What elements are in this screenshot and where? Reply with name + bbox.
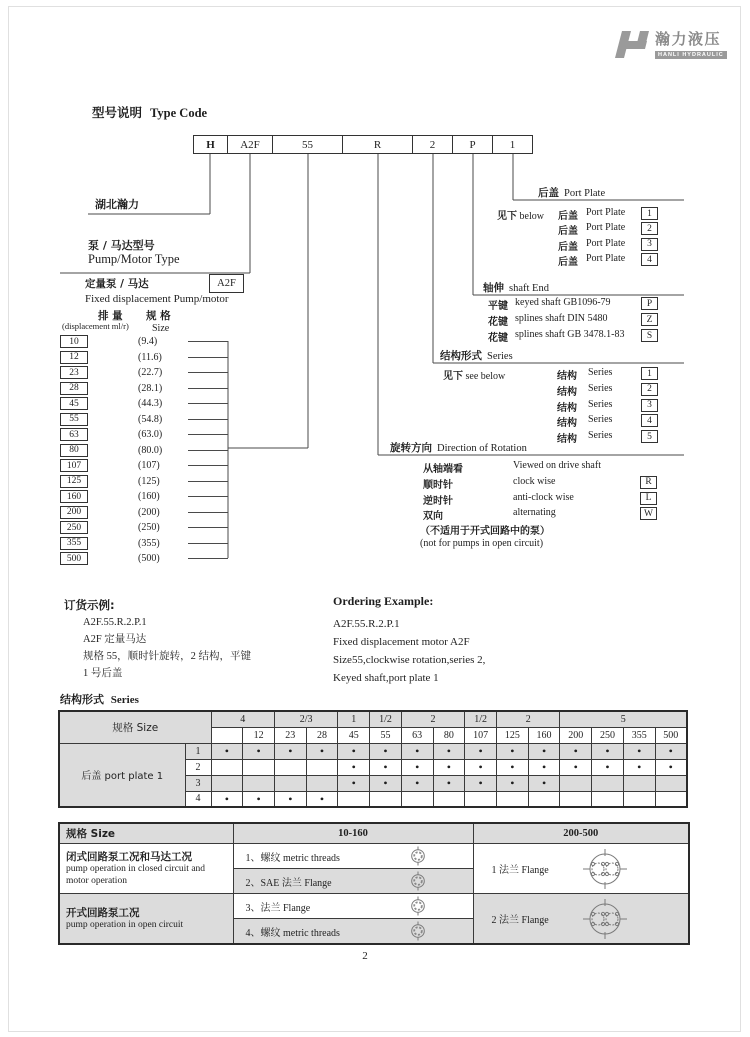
availability-dot-cell: •: [338, 759, 370, 775]
series-heading: [440, 348, 513, 363]
rotation-label-cn: 从轴端看: [423, 464, 463, 475]
availability-dot-cell: [465, 791, 497, 807]
operation-mode-label: 开式回路泵工况 pump operation in open circuit: [59, 894, 233, 945]
series-group-header: 5: [560, 711, 687, 727]
size-header-cell: 355: [623, 727, 655, 743]
see-below-note-en: see below: [463, 371, 506, 382]
port-plate-label-en: Port Plate: [586, 253, 626, 265]
availability-dot-cell: •: [560, 759, 592, 775]
availability-dot-cell: •: [465, 775, 497, 791]
displacement-size-box: 160: [60, 490, 88, 503]
displacement-value: (160): [138, 491, 160, 502]
series-availability-table: [58, 710, 688, 808]
shaft-label-en: splines shaft GB 3478.1-83: [515, 329, 625, 340]
availability-dot-cell: [306, 759, 338, 775]
flange-cell: [473, 844, 689, 894]
series-row-number: 4: [185, 791, 211, 807]
series-table-heading-en: Series: [110, 694, 139, 706]
displacement-row: [60, 396, 228, 411]
availability-dot-cell: [496, 791, 528, 807]
tick-line: [188, 543, 228, 544]
rotation-label-en: anti-clock wise: [513, 491, 574, 503]
series-label-cn: 结构: [557, 386, 577, 398]
shaft-end-heading-en: shaft End: [509, 283, 549, 294]
availability-dot-cell: •: [338, 775, 370, 791]
series-label-cn: 结构: [557, 371, 577, 382]
rotation-option-row: [423, 460, 668, 475]
shaft-label-cn: 花键: [488, 317, 508, 328]
series-label-en: Series: [588, 382, 613, 394]
flange-symbol-icon: [577, 849, 633, 889]
tick-line: [188, 341, 228, 342]
displacement-row: [60, 505, 228, 520]
series-label-cn: 结构: [557, 434, 577, 446]
size-header-cell: 23: [274, 727, 306, 743]
series-group-header: 2: [401, 711, 464, 727]
rotation-label-cn: 双向: [423, 511, 443, 523]
displacement-row: [60, 536, 228, 551]
page-title-en: Type Code: [150, 106, 208, 120]
availability-dot-cell: •: [433, 759, 465, 775]
size-header-cell: 12: [243, 727, 275, 743]
flange-symbol-icon: [577, 899, 633, 939]
pump-motor-type-cn: 泵 / 马达型号: [88, 239, 155, 252]
ordering-line-cn: A2F.55.R.2.P.1: [83, 617, 147, 628]
displacement-value: (44.3): [138, 398, 163, 409]
availability-dot-cell: •: [338, 743, 370, 759]
series-heading-en: Series: [487, 351, 513, 362]
displacement-size-box: 12: [60, 351, 88, 364]
size-header-cell: 200: [560, 727, 592, 743]
availability-dot-cell: •: [433, 743, 465, 759]
availability-dot-cell: [306, 775, 338, 791]
displacement-size-box: 80: [60, 444, 88, 457]
displacement-size-box: 200: [60, 506, 88, 519]
displacement-size-box: 45: [60, 397, 88, 410]
series-code-box: 4: [641, 414, 658, 427]
availability-dot-cell: [338, 791, 370, 807]
series-label-en: Series: [588, 367, 613, 378]
tick-line: [188, 527, 228, 528]
ordering-line-en: A2F.55.R.2.P.1: [333, 618, 400, 630]
size-header-en: Size: [152, 323, 170, 334]
ordering-line-en: Fixed displacement motor A2F: [333, 636, 470, 648]
ordering-line-cn: 规格 55，顺时针旋转，2 结构，平键: [83, 651, 251, 662]
displacement-row: [60, 365, 228, 380]
availability-dot-cell: [211, 775, 243, 791]
ordering-line-en: Size55,clockwise rotation,series 2,: [333, 654, 486, 666]
availability-dot-cell: •: [370, 759, 402, 775]
availability-dot-cell: [655, 775, 687, 791]
availability-dot-cell: •: [274, 791, 306, 807]
displacement-value: (355): [138, 537, 160, 549]
series-heading-cn: 结构形式: [440, 350, 482, 362]
rotation-label-en: alternating: [513, 507, 556, 519]
rotation-label-cn: 逆时针: [423, 495, 453, 507]
rotation-code-box: W: [640, 507, 657, 520]
availability-dot-cell: •: [306, 743, 338, 759]
displacement-value: (54.8): [138, 413, 163, 425]
series-label-en: Series: [588, 430, 613, 442]
availability-dot-cell: •: [623, 743, 655, 759]
availability-dot-cell: •: [496, 743, 528, 759]
shaft-end-heading-cn: 轴伸: [483, 282, 504, 294]
availability-dot-cell: •: [560, 743, 592, 759]
flange-cell: [473, 894, 689, 945]
availability-dot-cell: •: [243, 743, 275, 759]
series-option-row: [443, 367, 668, 382]
page-title-cn: 型号说明: [92, 105, 143, 120]
rotation-note-cn: （不适用于开式回路中的泵）: [420, 526, 550, 537]
type-code-box: H: [193, 135, 228, 154]
brand-text: [655, 28, 727, 59]
port-plate-option-row: [483, 253, 683, 268]
port-plate-code-box: 2: [641, 222, 658, 235]
page-number: 2: [362, 950, 368, 962]
size-header-cell: 80: [433, 727, 465, 743]
shaft-label-en: splines shaft DIN 5480: [515, 313, 608, 324]
size-header-cell: 28: [306, 727, 338, 743]
manufacturer-label: 湖北瀚力: [95, 198, 139, 211]
displacement-value: (500): [138, 553, 160, 564]
displacement-row: [60, 412, 228, 427]
type-code-box: 1: [493, 135, 533, 154]
availability-dot-cell: •: [401, 743, 433, 759]
availability-dot-cell: •: [528, 775, 560, 791]
tick-line: [188, 419, 228, 420]
availability-dot-cell: [401, 791, 433, 807]
series-option-row: [443, 414, 668, 429]
port-plate-heading: [538, 185, 605, 200]
availability-dot-cell: [528, 791, 560, 807]
displacement-row: [60, 334, 228, 349]
availability-dot-cell: •: [528, 743, 560, 759]
availability-dot-cell: •: [243, 791, 275, 807]
displacement-size-box: 107: [60, 459, 88, 472]
size-header-cell: 45: [338, 727, 370, 743]
rotation-code-box: R: [640, 476, 657, 489]
port-plate-code-box: 3: [641, 238, 658, 251]
displacement-row: [60, 474, 228, 489]
series-code-box: 5: [641, 430, 658, 443]
availability-dot-cell: •: [370, 743, 402, 759]
rotation-option-row: [423, 476, 668, 491]
size-header-cell: 500: [655, 727, 687, 743]
displacement-value: (80.0): [138, 444, 163, 456]
displacement-row: [60, 427, 228, 442]
rotation-heading-en: Direction of Rotation: [437, 443, 527, 454]
availability-dot-cell: •: [496, 775, 528, 791]
port-plate-label-cn: 后盖: [558, 241, 578, 253]
port-plate-label-cn: 后盖: [558, 211, 578, 222]
port-plate-heading-cn: 后盖: [538, 187, 559, 199]
displacement-size-box: 28: [60, 382, 88, 395]
displacement-row: [60, 458, 228, 473]
series-code-box: 2: [641, 383, 658, 396]
tick-line: [188, 465, 228, 466]
series-label-cn: 结构: [557, 418, 577, 430]
availability-dot-cell: •: [528, 759, 560, 775]
availability-dot-cell: [560, 791, 592, 807]
port-table-range1-header: 10-160: [233, 823, 473, 844]
availability-dot-cell: •: [211, 791, 243, 807]
displacement-row: [60, 489, 228, 504]
shaft-label-cn: 花键: [488, 333, 508, 344]
displacement-header-cn: 排 量: [98, 310, 123, 322]
shaft-label-en: keyed shaft GB1096-79: [515, 297, 611, 308]
availability-dot-cell: [243, 759, 275, 775]
availability-dot-cell: •: [592, 743, 624, 759]
availability-dot-cell: [243, 775, 275, 791]
series-option-row: [443, 399, 668, 414]
shaft-code-box: S: [641, 329, 658, 342]
ordering-heading-en: Ordering Example:: [333, 594, 434, 608]
port-table-size-header: 规格 Size: [59, 823, 233, 844]
series-group-header: 1/2: [370, 711, 402, 727]
port-plate-option-row: [483, 222, 683, 237]
port-option-text: 3、法兰 Flange: [245, 902, 311, 914]
see-below-note: [443, 367, 505, 382]
size-header-cn: 规 格: [146, 310, 171, 322]
port-option-text: 2、SAE 法兰 Flange: [245, 877, 332, 889]
availability-dot-cell: •: [655, 759, 687, 775]
flange-text: 1 法兰 Flange: [491, 865, 549, 876]
port-symbol-icon: [409, 846, 427, 866]
ordering-lines-cn: [83, 614, 251, 682]
shaft-end-option-row: [488, 297, 678, 312]
shaft-end-option-row: [488, 313, 678, 328]
rotation-label-cn: 顺时针: [423, 479, 453, 491]
page-title: [92, 103, 207, 121]
port-plate-row-label: 后盖 port plate 1: [59, 743, 185, 807]
ordering-heading-cn: 订货示例:: [64, 598, 115, 612]
size-header-cell: 125: [496, 727, 528, 743]
type-code-box: 55: [273, 135, 343, 154]
availability-dot-cell: [274, 775, 306, 791]
ordering-line-en: Keyed shaft,port plate 1: [333, 672, 439, 684]
operation-mode-label: 闭式回路泵工况和马达工况 pump operation in closed circuit and motor operation: [59, 844, 233, 894]
displacement-size-box: 500: [60, 552, 88, 565]
displacement-value: (11.6): [138, 351, 162, 363]
size-header-cell: 250: [592, 727, 624, 743]
availability-dot-cell: •: [496, 759, 528, 775]
type-code-box: R: [343, 135, 413, 154]
availability-dot-cell: [211, 759, 243, 775]
availability-dot-cell: •: [370, 775, 402, 791]
availability-dot-cell: [370, 791, 402, 807]
tick-line: [188, 512, 228, 513]
port-option-cell: [233, 919, 473, 945]
tick-line: [188, 434, 228, 435]
tick-line: [188, 450, 228, 451]
displacement-size-box: 10: [60, 335, 88, 348]
port-plate-code-box: 4: [641, 253, 658, 266]
displacement-size-box: 63: [60, 428, 88, 441]
displacement-size-box: 355: [60, 537, 88, 550]
series-row-number: 3: [185, 775, 211, 791]
series-label-cn: 结构: [557, 402, 577, 414]
ordering-line-cn: A2F 定量马达: [83, 634, 147, 645]
fixed-displacement-code-box: A2F: [209, 274, 244, 293]
availability-dot-cell: •: [306, 791, 338, 807]
fixed-displacement-en: Fixed displacement Pump/motor: [85, 293, 229, 305]
logo-h-icon: [614, 28, 650, 61]
shaft-code-box: Z: [641, 313, 658, 326]
displacement-row: [60, 350, 228, 365]
displacement-size-box: 55: [60, 413, 88, 426]
port-plate-heading-en: Port Plate: [564, 188, 606, 199]
availability-dot-cell: •: [465, 743, 497, 759]
displacement-row: [60, 551, 228, 566]
see-below-note-cn: 见下: [497, 211, 517, 222]
series-label-en: Series: [588, 414, 613, 426]
port-plate-table: [58, 822, 690, 945]
tick-line: [188, 357, 228, 358]
displacement-value: (22.7): [138, 367, 163, 378]
availability-dot-cell: [433, 791, 465, 807]
availability-dot-cell: •: [401, 775, 433, 791]
availability-dot-cell: [560, 775, 592, 791]
availability-dot-cell: •: [274, 743, 306, 759]
displacement-size-box: 250: [60, 521, 88, 534]
port-plate-code-box: 1: [641, 207, 658, 220]
port-option-text: 4、螺纹 metric threads: [245, 927, 340, 939]
displacement-row: [60, 443, 228, 458]
port-plate-label-en: Port Plate: [586, 222, 626, 234]
displacement-row: [60, 381, 228, 396]
rotation-label-en: clock wise: [513, 475, 556, 487]
shaft-end-heading: [483, 280, 549, 295]
series-label-en: Series: [588, 398, 613, 410]
port-plate-option-row: [483, 238, 683, 253]
series-group-header: 1: [338, 711, 370, 727]
availability-dot-cell: •: [655, 743, 687, 759]
series-option-row: [443, 430, 668, 445]
displacement-value: (250): [138, 522, 160, 533]
series-group-header: 1/2: [465, 711, 497, 727]
availability-dot-cell: •: [592, 759, 624, 775]
displacement-value: (107): [138, 460, 160, 471]
type-code-box: P: [453, 135, 493, 154]
size-header-cell: 160: [528, 727, 560, 743]
rotation-code-box: L: [640, 492, 657, 505]
series-code-box: 1: [641, 367, 658, 380]
rotation-option-row: [423, 507, 668, 522]
shaft-code-box: P: [641, 297, 658, 310]
rotation-option-row: [423, 492, 668, 507]
shaft-label-cn: 平键: [488, 301, 508, 312]
displacement-size-box: 125: [60, 475, 88, 488]
series-code-box: 3: [641, 399, 658, 412]
flange-text: 2 法兰 Flange: [491, 915, 549, 926]
series-group-header: 2: [496, 711, 559, 727]
type-code-row: [193, 135, 533, 154]
see-below-note-en: below: [517, 211, 544, 222]
series-row-number: 2: [185, 759, 211, 775]
displacement-value: (125): [138, 475, 160, 487]
port-option-cell: [233, 894, 473, 919]
pump-motor-type-en: Pump/Motor Type: [88, 252, 180, 266]
rotation-label-en: Viewed on drive shaft: [513, 460, 601, 471]
size-header-cell: 55: [370, 727, 402, 743]
see-below-note: [497, 207, 544, 222]
availability-dot-cell: [623, 775, 655, 791]
port-option-text: 1、螺纹 metric threads: [245, 852, 340, 864]
brand-name-cn: 瀚力液压: [655, 30, 722, 48]
type-code-box: A2F: [228, 135, 273, 154]
rotation-heading-cn: 旋转方向: [390, 442, 432, 454]
availability-dot-cell: [592, 791, 624, 807]
displacement-value: (63.0): [138, 429, 163, 440]
availability-dot-cell: [592, 775, 624, 791]
port-option-cell: [233, 844, 473, 869]
availability-dot-cell: •: [401, 759, 433, 775]
availability-dot-cell: •: [211, 743, 243, 759]
ordering-lines-en: [333, 615, 485, 687]
port-plate-label-cn: 后盖: [558, 257, 578, 269]
displacement-value: (28.1): [138, 382, 163, 394]
displacement-size-box: 23: [60, 366, 88, 379]
series-option-row: [443, 383, 668, 398]
availability-dot-cell: [655, 791, 687, 807]
brand-logo: [614, 28, 727, 61]
availability-dot-cell: •: [623, 759, 655, 775]
displacement-header-sub: (displacement ml/r): [62, 321, 129, 331]
tick-line: [188, 388, 228, 389]
tick-line: [188, 558, 228, 559]
size-header-cell: 63: [401, 727, 433, 743]
shaft-end-option-row: [488, 329, 678, 344]
tick-line: [188, 481, 228, 482]
see-below-note-cn: 见下: [443, 371, 463, 382]
rotation-note-en: (not for pumps in open circuit): [420, 538, 544, 549]
series-group-header: 4: [211, 711, 274, 727]
displacement-value: (200): [138, 506, 160, 518]
series-group-header: 2/3: [274, 711, 337, 727]
size-header-cell: [211, 727, 243, 743]
size-header-cell: 107: [465, 727, 497, 743]
size-corner-header: 规格 Size: [59, 711, 211, 743]
port-symbol-icon: [409, 871, 427, 891]
displacement-value: (9.4): [138, 336, 158, 347]
type-code-box: 2: [413, 135, 453, 154]
series-table-heading-cn: 结构形式: [60, 693, 104, 706]
availability-dot-cell: [623, 791, 655, 807]
port-symbol-icon: [409, 921, 427, 941]
series-row-number: 1: [185, 743, 211, 759]
port-plate-label-en: Port Plate: [586, 207, 626, 218]
port-symbol-icon: [409, 896, 427, 916]
fixed-displacement-cn: 定量泵 / 马达: [85, 278, 149, 290]
ordering-line-cn: 1 号后盖: [83, 668, 123, 679]
tick-line: [188, 403, 228, 404]
availability-dot-cell: [274, 759, 306, 775]
series-table-heading: [60, 691, 139, 707]
port-option-cell: [233, 869, 473, 894]
port-plate-label-en: Port Plate: [586, 237, 626, 249]
port-plate-label-cn: 后盖: [558, 226, 578, 238]
brand-name-en: HANLI HYDRAULIC: [655, 51, 727, 59]
tick-line: [188, 372, 228, 373]
displacement-row: [60, 520, 228, 535]
tick-line: [188, 496, 228, 497]
port-table-range2-header: 200-500: [473, 823, 689, 844]
port-plate-option-row: [483, 207, 683, 222]
availability-dot-cell: •: [465, 759, 497, 775]
availability-dot-cell: •: [433, 775, 465, 791]
